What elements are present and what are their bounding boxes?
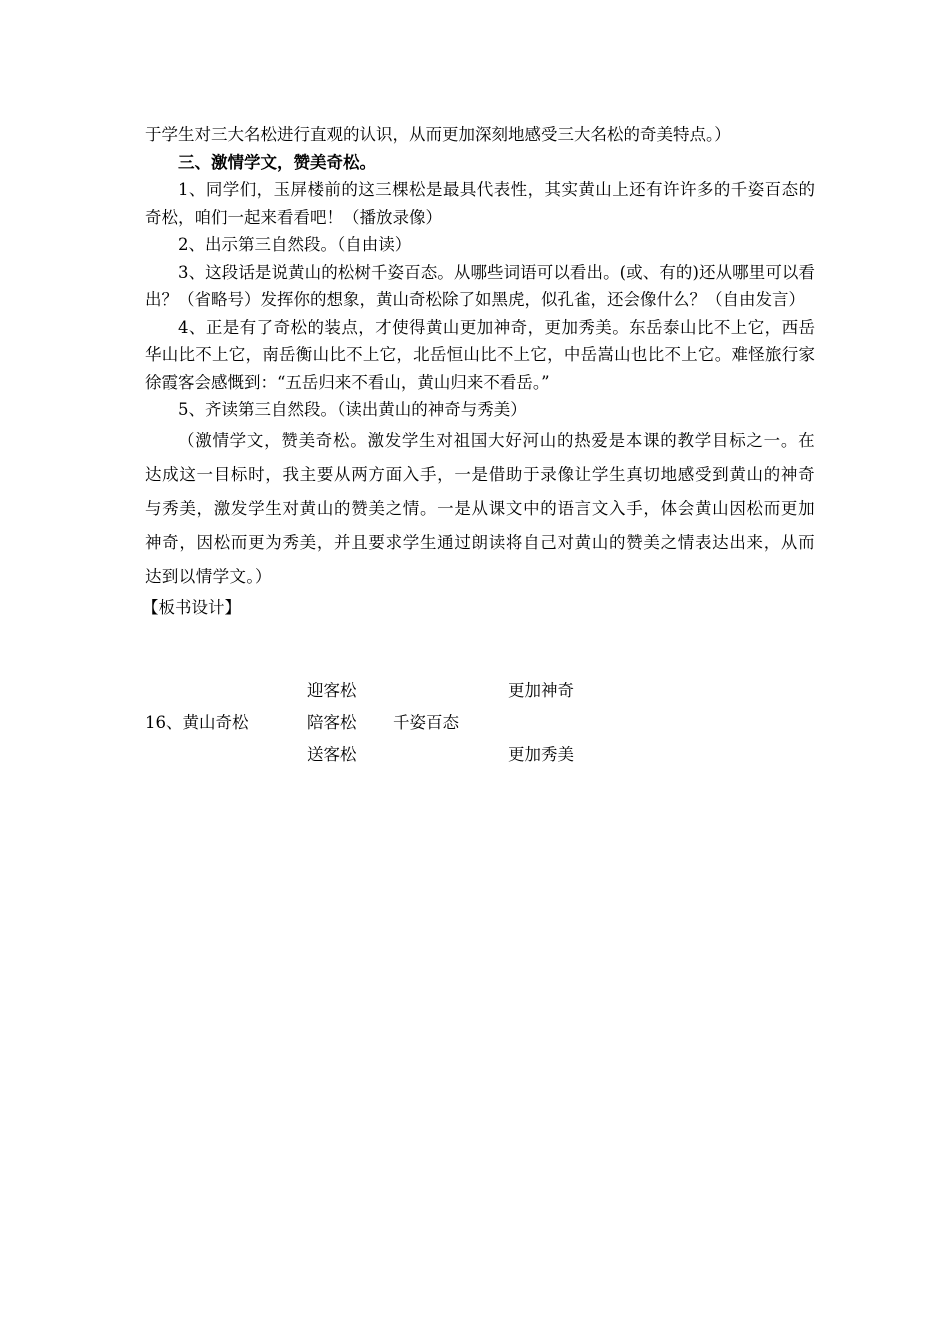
board-result-1: 更加神奇 (508, 681, 574, 700)
lesson-body (142, 121, 815, 621)
board-pine-3: 送客松 (307, 745, 357, 764)
board-middle: 千姿百态 (393, 713, 459, 732)
board-pine-2: 陪客松 (307, 713, 357, 732)
blackboard-design (145, 676, 645, 776)
section-heading: 三、激情学文，赞美奇松。 (178, 152, 376, 172)
list-item-4: 4、正是有了奇松的装点，才使得黄山更加神奇，更加秀美。东岳泰山比不上它，西岳华山比不上它，南岳衡山比不上它，北岳恒山比不上它，中岳嵩山也比不上它。难怪旅行家徐霞客会感慨到：“五岳归来不看山，黄山归来不看岳。” (145, 317, 815, 392)
board-pine-1: 迎客松 (307, 681, 357, 700)
board-design-label: 【板书设计】 (142, 597, 241, 617)
list-item-5: 5、齐读第三自然段。（读出黄山的神奇与秀美） (178, 400, 527, 419)
list-item-3: 3、这段话是说黄山的松树千姿百态。从哪些词语可以看出。(或、有的)还从哪里可以看出？（省略号）发挥你的想象，黄山奇松除了如黑虎，似孔雀，还会像什么？（自由发言） (145, 262, 815, 309)
commentary-paragraph: （激情学文，赞美奇松。激发学生对祖国大好河山的热爱是本课的教学目标之一。在达成这一目标时，我主要从两方面入手，一是借助于录像让学生真切地感受到黄山的神奇与秀美，激发学生对黄山的赞美之情。一是从课文中的语言文入手，体会黄山因松而更加神奇，因松而更为秀美，并且要求学生通过朗读将自己对黄山的赞美之情表达出来，从而达到以情学文。） (145, 430, 815, 586)
list-item-2: 2、出示第三自然段。（自由读） (178, 235, 412, 254)
board-result-2: 更加秀美 (508, 745, 574, 764)
intro-paragraph: 于学生对三大名松进行直观的认识，从而更加深刻地感受三大名松的奇美特点。） (145, 125, 731, 144)
list-item-1: 1、同学们，玉屏楼前的这三棵松是最具代表性，其实黄山上还有许许多的千姿百态的奇松，咱们一起来看看吧！（播放录像） (145, 180, 815, 227)
board-title: 16、黄山奇松 (145, 713, 249, 732)
